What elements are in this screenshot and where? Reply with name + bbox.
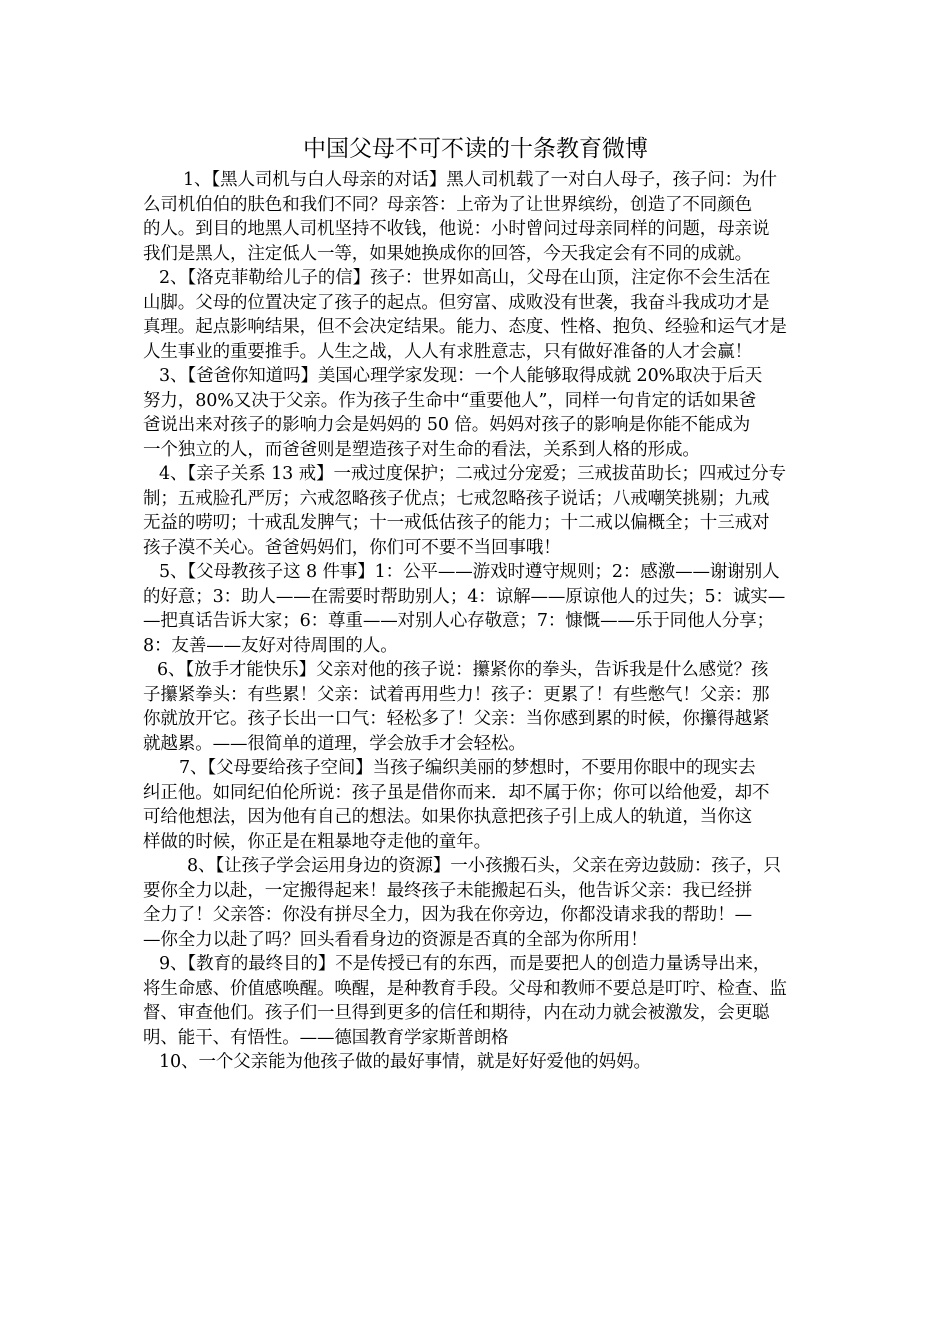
- paragraph-line: 全力了！父亲答：你没有拼尽全力，因为我在你旁边，你都没请求我的帮助！—: [143, 905, 752, 925]
- document-page: [143, 130, 808, 1075]
- paragraph-7: [143, 756, 808, 854]
- paragraph-2: [143, 266, 808, 364]
- document-title: 中国父母不可不读的十条教育微博: [303, 136, 648, 162]
- paragraph-9: [143, 952, 808, 1050]
- paragraph-6: [143, 658, 808, 756]
- paragraph-line: 一个独立的人，而爸爸则是塑造孩子对生命的看法，关系到人格的形成。: [143, 439, 700, 460]
- paragraph-line: 真理。起点影响结果，但不会决定结果。能力、态度、性格、抱负、经验和运气才是: [143, 317, 787, 337]
- paragraph-1: [143, 168, 808, 266]
- paragraph-line: 你就放开它。孩子长出一口气：轻松多了！父亲：当你感到累的时候，你攥得越紧: [143, 709, 770, 729]
- paragraph-4: [143, 462, 808, 560]
- paragraph-line: 么司机伯伯的肤色和我们不同？母亲答：上帝为了让世界缤纷，创造了不同颜色: [143, 194, 752, 215]
- paragraph-line: 7、【父母要给孩子空间】当孩子编织美丽的梦想时，不要用你眼中的现实去: [179, 758, 756, 778]
- paragraph-line: 8：友善——友好对待周围的人。: [143, 635, 398, 656]
- paragraph-line: 明、能干、有悟性。——德国教育学家斯普朗格: [143, 1027, 509, 1048]
- paragraph-line: 爸说出来对孩子的影响力会是妈妈的 50 倍。妈妈对孩子的影响是你能不能成为: [143, 415, 751, 435]
- paragraph-line: 5、【父母教孩子这 8 件事】1：公平——游戏时遵守规则；2：感激——谢谢别人: [159, 562, 780, 582]
- paragraph-line: 将生命感、价值感唤醒。唤醒，是种教育手段。父母和教师不要总是叮咛、检查、监: [143, 978, 787, 999]
- paragraph-3: [143, 364, 808, 462]
- paragraph-line: 8、【让孩子学会运用身边的资源】一小孩搬石头，父亲在旁边鼓励：孩子，只: [187, 856, 781, 876]
- paragraph-5: [143, 560, 808, 658]
- paragraph-line: 人生事业的重要推手。人生之战，人人有求胜意志，只有做好准备的人才会赢！: [143, 341, 752, 362]
- paragraph-line: 孩子漠不关心。爸爸妈妈们，你们可不要不当回事哦！: [143, 537, 561, 558]
- paragraph-line: 督、审查他们。孩子们一旦得到更多的信任和期待，内在动力就会被激发，会更聪: [143, 1003, 770, 1023]
- paragraph-line: 样做的时候，你正是在粗暴地夺走他的童年。: [143, 831, 491, 852]
- paragraph-line: 可给他想法，因为他有自己的想法。如果你执意把孩子引上成人的轨道，当你这: [143, 807, 752, 827]
- paragraph-10: [143, 1050, 808, 1075]
- paragraph-line: 的好意；3：助人——在需要时帮助别人；4：谅解——原谅他人的过失；5：诚实—: [143, 586, 786, 607]
- paragraph-line: —把真话告诉大家；6：尊重——对别人心存敬意；7：慷慨——乐于同他人分享；: [143, 611, 775, 631]
- paragraph-line: 4、【亲子关系 13 戒】一戒过度保护；二戒过分宠爱；三戒拔苗助长；四戒过分专: [159, 464, 786, 484]
- paragraph-line: 的人。到目的地黑人司机坚持不收钱，他说：小时曾问过母亲同样的问题，母亲说: [143, 219, 770, 239]
- paragraph-line: 努力，80%又决于父亲。作为孩子生命中“重要他人”，同样一句肯定的话如果爸: [143, 390, 757, 411]
- paragraph-8: [143, 854, 808, 952]
- paragraph-line: 无益的唠叨；十戒乱发脾气；十一戒低估孩子的能力；十二戒以偏概全；十三戒对: [143, 513, 770, 533]
- paragraph-line: 山脚。父母的位置决定了孩子的起点。但穷富、成败没有世袭，我奋斗我成功才是: [143, 292, 770, 313]
- paragraph-line: 纠正他。如同纪伯伦所说：孩子虽是借你而来．却不属于你；你可以给他爱，却不: [143, 782, 770, 803]
- paragraph-line: 3、【爸爸你知道吗】美国心理学家发现：一个人能够取得成就 20%取决于后天: [159, 366, 763, 386]
- paragraph-line: —你全力以赴了吗？回头看看身边的资源是否真的全部为你所用！: [143, 929, 648, 950]
- paragraph-line: 要你全力以赴，一定搬得起来！最终孩子未能搬起石头，他告诉父亲：我已经拼: [143, 880, 752, 901]
- paragraph-line: 9、【教育的最终目的】不是传授已有的东西，而是要把人的创造力量诱导出来，: [159, 954, 771, 974]
- paragraph-line: 制；五戒脸孔严厉；六戒忽略孩子优点；七戒忽略孩子说话；八戒嘲笑挑剔；九戒: [143, 488, 770, 509]
- paragraph-line: 就越累。——很简单的道理，学会放手才会轻松。: [143, 733, 526, 754]
- paragraph-line: 6、【放手才能快乐】父亲对他的孩子说：攥紧你的拳头，告诉我是什么感觉？孩: [157, 660, 769, 680]
- paragraph-line: 子攥紧拳头：有些累！父亲：试着再用些力！孩子：更累了！有些憋气！父亲：那: [143, 684, 770, 705]
- paragraph-line: 10、一个父亲能为他孩子做的最好事情，就是好好爱他的妈妈。: [159, 1052, 651, 1072]
- paragraph-line: 1、【黑人司机与白人母亲的对话】黑人司机载了一对白人母子，孩子问：为什: [183, 170, 777, 190]
- paragraph-line: 2、【洛克菲勒给儿子的信】孩子：世界如高山，父母在山顶，注定你不会生活在: [159, 268, 771, 288]
- paragraph-line: 我们是黑人，注定低人一等，如果她换成你的回答，今天我定会有不同的成就。: [143, 243, 752, 264]
